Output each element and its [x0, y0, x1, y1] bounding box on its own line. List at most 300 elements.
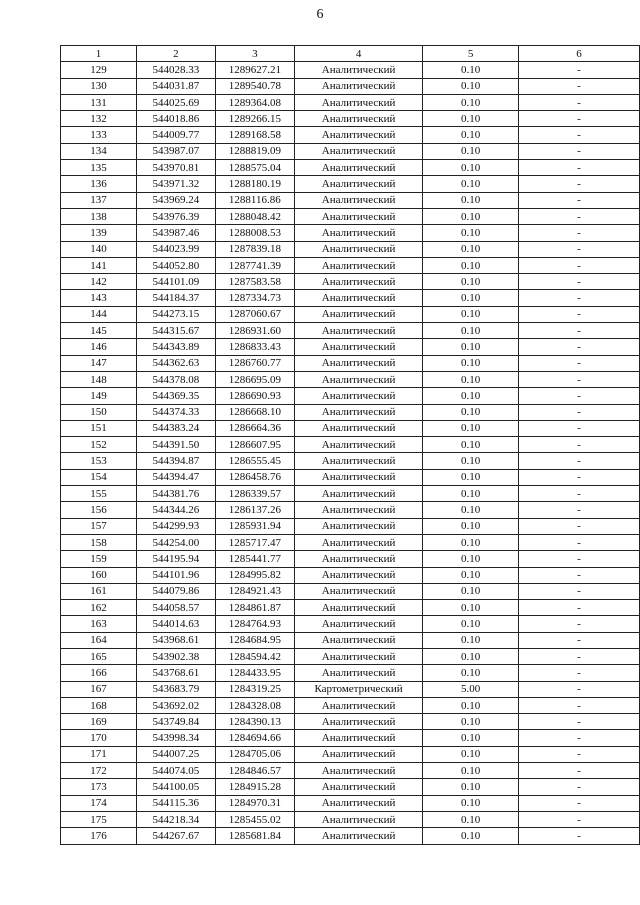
note-cell: -: [518, 225, 639, 241]
y-coordinate-cell: 1288048.42: [215, 208, 294, 224]
note-cell: -: [518, 143, 639, 159]
point-number-cell: 140: [61, 241, 137, 257]
y-coordinate-cell: 1289168.58: [215, 127, 294, 143]
method-cell: Аналитический: [294, 746, 422, 762]
point-number-cell: 135: [61, 160, 137, 176]
table-row: [61, 763, 640, 779]
point-number-cell: 130: [61, 78, 137, 94]
x-coordinate-cell: 544383.24: [136, 420, 215, 436]
x-coordinate-cell: 544014.63: [136, 616, 215, 632]
table-row: [61, 697, 640, 713]
x-coordinate-cell: 544273.15: [136, 306, 215, 322]
table-row: [61, 600, 640, 616]
note-cell: -: [518, 486, 639, 502]
note-cell: -: [518, 241, 639, 257]
x-coordinate-cell: 544394.47: [136, 469, 215, 485]
page-number: 6: [316, 7, 324, 22]
point-number-cell: 141: [61, 257, 137, 273]
y-coordinate-cell: 1288575.04: [215, 160, 294, 176]
y-coordinate-cell: 1289540.78: [215, 78, 294, 94]
y-coordinate-cell: 1284861.87: [215, 600, 294, 616]
y-coordinate-cell: 1287741.39: [215, 257, 294, 273]
y-coordinate-cell: 1288180.19: [215, 176, 294, 192]
accuracy-cell: 0.10: [423, 371, 519, 387]
table-row: [61, 486, 640, 502]
method-cell: Аналитический: [294, 632, 422, 648]
accuracy-cell: 0.10: [423, 62, 519, 78]
point-number-cell: 136: [61, 176, 137, 192]
x-coordinate-cell: 544374.33: [136, 404, 215, 420]
x-coordinate-cell: 543968.61: [136, 632, 215, 648]
coordinates-table: [60, 45, 640, 845]
note-cell: -: [518, 632, 639, 648]
point-number-cell: 144: [61, 306, 137, 322]
point-number-cell: 161: [61, 583, 137, 599]
point-number-cell: 173: [61, 779, 137, 795]
x-coordinate-cell: 543692.02: [136, 697, 215, 713]
accuracy-cell: 0.10: [423, 94, 519, 110]
table-row: [61, 453, 640, 469]
column-header-1: 1: [61, 46, 137, 62]
table-row: [61, 583, 640, 599]
x-coordinate-cell: 544052.80: [136, 257, 215, 273]
y-coordinate-cell: 1284915.28: [215, 779, 294, 795]
table-row: [61, 371, 640, 387]
x-coordinate-cell: 544100.05: [136, 779, 215, 795]
table-row: [61, 811, 640, 827]
table-row: [61, 502, 640, 518]
point-number-cell: 157: [61, 518, 137, 534]
accuracy-cell: 0.10: [423, 241, 519, 257]
x-coordinate-cell: 544218.34: [136, 811, 215, 827]
point-number-cell: 154: [61, 469, 137, 485]
point-number-cell: 150: [61, 404, 137, 420]
y-coordinate-cell: 1285717.47: [215, 534, 294, 550]
x-coordinate-cell: 544391.50: [136, 437, 215, 453]
x-coordinate-cell: 544344.26: [136, 502, 215, 518]
note-cell: -: [518, 616, 639, 632]
note-cell: -: [518, 257, 639, 273]
accuracy-cell: 0.10: [423, 828, 519, 844]
x-coordinate-cell: 543683.79: [136, 681, 215, 697]
accuracy-cell: 0.10: [423, 469, 519, 485]
point-number-cell: 146: [61, 339, 137, 355]
note-cell: -: [518, 176, 639, 192]
accuracy-cell: 0.10: [423, 502, 519, 518]
y-coordinate-cell: 1285441.77: [215, 551, 294, 567]
table-row: [61, 632, 640, 648]
method-cell: Аналитический: [294, 257, 422, 273]
table-row: [61, 730, 640, 746]
point-number-cell: 147: [61, 355, 137, 371]
y-coordinate-cell: 1287060.67: [215, 306, 294, 322]
table-row: [61, 176, 640, 192]
note-cell: -: [518, 648, 639, 664]
note-cell: -: [518, 567, 639, 583]
point-number-cell: 138: [61, 208, 137, 224]
x-coordinate-cell: 544267.67: [136, 828, 215, 844]
table-row: [61, 241, 640, 257]
note-cell: -: [518, 665, 639, 681]
x-coordinate-cell: 543970.81: [136, 160, 215, 176]
y-coordinate-cell: 1286339.57: [215, 486, 294, 502]
method-cell: Аналитический: [294, 795, 422, 811]
x-coordinate-cell: 543969.24: [136, 192, 215, 208]
point-number-cell: 160: [61, 567, 137, 583]
x-coordinate-cell: 544378.08: [136, 371, 215, 387]
x-coordinate-cell: 544058.57: [136, 600, 215, 616]
method-cell: Аналитический: [294, 534, 422, 550]
method-cell: Картометрический: [294, 681, 422, 697]
accuracy-cell: 0.10: [423, 290, 519, 306]
note-cell: -: [518, 763, 639, 779]
method-cell: Аналитический: [294, 779, 422, 795]
point-number-cell: 129: [61, 62, 137, 78]
note-cell: -: [518, 583, 639, 599]
method-cell: Аналитический: [294, 518, 422, 534]
table-row: [61, 78, 640, 94]
table-row: [61, 225, 640, 241]
accuracy-cell: 0.10: [423, 518, 519, 534]
point-number-cell: 172: [61, 763, 137, 779]
note-cell: -: [518, 437, 639, 453]
accuracy-cell: 0.10: [423, 143, 519, 159]
y-coordinate-cell: 1286555.45: [215, 453, 294, 469]
table-row: [61, 355, 640, 371]
y-coordinate-cell: 1286760.77: [215, 355, 294, 371]
table-row: [61, 616, 640, 632]
note-cell: -: [518, 160, 639, 176]
point-number-cell: 142: [61, 274, 137, 290]
note-cell: -: [518, 94, 639, 110]
method-cell: Аналитический: [294, 648, 422, 664]
method-cell: Аналитический: [294, 339, 422, 355]
method-cell: Аналитический: [294, 323, 422, 339]
note-cell: -: [518, 469, 639, 485]
method-cell: Аналитический: [294, 355, 422, 371]
table-row: [61, 339, 640, 355]
y-coordinate-cell: 1286664.36: [215, 420, 294, 436]
note-cell: -: [518, 192, 639, 208]
y-coordinate-cell: 1284390.13: [215, 714, 294, 730]
y-coordinate-cell: 1286695.09: [215, 371, 294, 387]
accuracy-cell: 0.10: [423, 567, 519, 583]
method-cell: Аналитический: [294, 502, 422, 518]
x-coordinate-cell: 544079.86: [136, 583, 215, 599]
note-cell: -: [518, 274, 639, 290]
x-coordinate-cell: 543976.39: [136, 208, 215, 224]
y-coordinate-cell: 1286668.10: [215, 404, 294, 420]
accuracy-cell: 0.10: [423, 600, 519, 616]
accuracy-cell: 0.10: [423, 616, 519, 632]
accuracy-cell: 0.10: [423, 795, 519, 811]
y-coordinate-cell: 1289266.15: [215, 111, 294, 127]
method-cell: Аналитический: [294, 160, 422, 176]
x-coordinate-cell: 544184.37: [136, 290, 215, 306]
accuracy-cell: 0.10: [423, 730, 519, 746]
accuracy-cell: 0.10: [423, 437, 519, 453]
method-cell: Аналитический: [294, 306, 422, 322]
table-row: [61, 648, 640, 664]
x-coordinate-cell: 544299.93: [136, 518, 215, 534]
point-number-cell: 133: [61, 127, 137, 143]
point-number-cell: 171: [61, 746, 137, 762]
method-cell: Аналитический: [294, 697, 422, 713]
method-cell: Аналитический: [294, 763, 422, 779]
method-cell: Аналитический: [294, 290, 422, 306]
method-cell: Аналитический: [294, 111, 422, 127]
method-cell: Аналитический: [294, 665, 422, 681]
point-number-cell: 159: [61, 551, 137, 567]
accuracy-cell: 0.10: [423, 551, 519, 567]
y-coordinate-cell: 1288819.09: [215, 143, 294, 159]
table-row: [61, 534, 640, 550]
method-cell: Аналитический: [294, 62, 422, 78]
y-coordinate-cell: 1284921.43: [215, 583, 294, 599]
y-coordinate-cell: 1285681.84: [215, 828, 294, 844]
method-cell: Аналитический: [294, 78, 422, 94]
point-number-cell: 169: [61, 714, 137, 730]
y-coordinate-cell: 1284970.31: [215, 795, 294, 811]
point-number-cell: 152: [61, 437, 137, 453]
x-coordinate-cell: 544369.35: [136, 388, 215, 404]
point-number-cell: 170: [61, 730, 137, 746]
note-cell: -: [518, 355, 639, 371]
x-coordinate-cell: 544362.63: [136, 355, 215, 371]
y-coordinate-cell: 1285931.94: [215, 518, 294, 534]
x-coordinate-cell: 544254.00: [136, 534, 215, 550]
table-row: [61, 208, 640, 224]
table-row: [61, 518, 640, 534]
y-coordinate-cell: 1284694.66: [215, 730, 294, 746]
note-cell: -: [518, 534, 639, 550]
method-cell: Аналитический: [294, 616, 422, 632]
column-header-5: 5: [423, 46, 519, 62]
accuracy-cell: 0.10: [423, 225, 519, 241]
accuracy-cell: 0.10: [423, 355, 519, 371]
column-header-3: 3: [215, 46, 294, 62]
point-number-cell: 134: [61, 143, 137, 159]
note-cell: -: [518, 339, 639, 355]
table-row: [61, 714, 640, 730]
x-coordinate-cell: 543998.34: [136, 730, 215, 746]
table-row: [61, 160, 640, 176]
accuracy-cell: 0.10: [423, 127, 519, 143]
method-cell: Аналитический: [294, 714, 422, 730]
note-cell: -: [518, 518, 639, 534]
note-cell: -: [518, 453, 639, 469]
note-cell: -: [518, 681, 639, 697]
method-cell: Аналитический: [294, 192, 422, 208]
table-row: [61, 274, 640, 290]
method-cell: Аналитический: [294, 404, 422, 420]
accuracy-cell: 0.10: [423, 486, 519, 502]
point-number-cell: 162: [61, 600, 137, 616]
note-cell: -: [518, 127, 639, 143]
note-cell: -: [518, 420, 639, 436]
point-number-cell: 131: [61, 94, 137, 110]
accuracy-cell: 0.10: [423, 746, 519, 762]
method-cell: Аналитический: [294, 241, 422, 257]
y-coordinate-cell: 1288116.86: [215, 192, 294, 208]
x-coordinate-cell: 543987.46: [136, 225, 215, 241]
y-coordinate-cell: 1284319.25: [215, 681, 294, 697]
point-number-cell: 164: [61, 632, 137, 648]
y-coordinate-cell: 1286607.95: [215, 437, 294, 453]
point-number-cell: 153: [61, 453, 137, 469]
table-body: [61, 62, 640, 844]
method-cell: Аналитический: [294, 469, 422, 485]
table-row: [61, 192, 640, 208]
table-row: [61, 746, 640, 762]
accuracy-cell: 0.10: [423, 763, 519, 779]
note-cell: -: [518, 714, 639, 730]
x-coordinate-cell: 544195.94: [136, 551, 215, 567]
x-coordinate-cell: 544023.99: [136, 241, 215, 257]
x-coordinate-cell: 544028.33: [136, 62, 215, 78]
table-row: [61, 665, 640, 681]
note-cell: -: [518, 551, 639, 567]
point-number-cell: 158: [61, 534, 137, 550]
note-cell: -: [518, 746, 639, 762]
accuracy-cell: 0.10: [423, 404, 519, 420]
note-cell: -: [518, 697, 639, 713]
table-row: [61, 681, 640, 697]
table-row: [61, 127, 640, 143]
x-coordinate-cell: 544025.69: [136, 94, 215, 110]
point-number-cell: 145: [61, 323, 137, 339]
point-number-cell: 165: [61, 648, 137, 664]
accuracy-cell: 0.10: [423, 111, 519, 127]
table-row: [61, 94, 640, 110]
accuracy-cell: 0.10: [423, 648, 519, 664]
accuracy-cell: 5.00: [423, 681, 519, 697]
point-number-cell: 168: [61, 697, 137, 713]
note-cell: -: [518, 730, 639, 746]
y-coordinate-cell: 1284995.82: [215, 567, 294, 583]
table-row: [61, 795, 640, 811]
table-row: [61, 567, 640, 583]
note-cell: -: [518, 78, 639, 94]
table-row: [61, 388, 640, 404]
table-row: [61, 469, 640, 485]
accuracy-cell: 0.10: [423, 697, 519, 713]
x-coordinate-cell: 544115.36: [136, 795, 215, 811]
method-cell: Аналитический: [294, 551, 422, 567]
note-cell: -: [518, 404, 639, 420]
method-cell: Аналитический: [294, 567, 422, 583]
table-row: [61, 828, 640, 844]
y-coordinate-cell: 1286458.76: [215, 469, 294, 485]
y-coordinate-cell: 1287334.73: [215, 290, 294, 306]
note-cell: -: [518, 290, 639, 306]
x-coordinate-cell: 544381.76: [136, 486, 215, 502]
accuracy-cell: 0.10: [423, 534, 519, 550]
accuracy-cell: 0.10: [423, 274, 519, 290]
x-coordinate-cell: 543749.84: [136, 714, 215, 730]
accuracy-cell: 0.10: [423, 323, 519, 339]
method-cell: Аналитический: [294, 453, 422, 469]
point-number-cell: 139: [61, 225, 137, 241]
y-coordinate-cell: 1287583.58: [215, 274, 294, 290]
x-coordinate-cell: 544009.77: [136, 127, 215, 143]
method-cell: Аналитический: [294, 828, 422, 844]
method-cell: Аналитический: [294, 583, 422, 599]
point-number-cell: 155: [61, 486, 137, 502]
y-coordinate-cell: 1286137.26: [215, 502, 294, 518]
y-coordinate-cell: 1284705.06: [215, 746, 294, 762]
note-cell: -: [518, 111, 639, 127]
column-header-6: 6: [518, 46, 639, 62]
note-cell: -: [518, 779, 639, 795]
table-row: [61, 306, 640, 322]
point-number-cell: 132: [61, 111, 137, 127]
accuracy-cell: 0.10: [423, 257, 519, 273]
note-cell: -: [518, 811, 639, 827]
method-cell: Аналитический: [294, 388, 422, 404]
table-row: [61, 437, 640, 453]
note-cell: -: [518, 795, 639, 811]
x-coordinate-cell: 544343.89: [136, 339, 215, 355]
y-coordinate-cell: 1287839.18: [215, 241, 294, 257]
accuracy-cell: 0.10: [423, 306, 519, 322]
accuracy-cell: 0.10: [423, 388, 519, 404]
y-coordinate-cell: 1286690.93: [215, 388, 294, 404]
note-cell: -: [518, 323, 639, 339]
y-coordinate-cell: 1286931.60: [215, 323, 294, 339]
y-coordinate-cell: 1286833.43: [215, 339, 294, 355]
method-cell: Аналитический: [294, 127, 422, 143]
x-coordinate-cell: 544101.09: [136, 274, 215, 290]
accuracy-cell: 0.10: [423, 78, 519, 94]
method-cell: Аналитический: [294, 730, 422, 746]
point-number-cell: 176: [61, 828, 137, 844]
accuracy-cell: 0.10: [423, 176, 519, 192]
accuracy-cell: 0.10: [423, 420, 519, 436]
x-coordinate-cell: 544074.05: [136, 763, 215, 779]
point-number-cell: 166: [61, 665, 137, 681]
table-row: [61, 62, 640, 78]
x-coordinate-cell: 544101.96: [136, 567, 215, 583]
x-coordinate-cell: 544007.25: [136, 746, 215, 762]
y-coordinate-cell: 1284328.08: [215, 697, 294, 713]
x-coordinate-cell: 543902.38: [136, 648, 215, 664]
accuracy-cell: 0.10: [423, 192, 519, 208]
accuracy-cell: 0.10: [423, 583, 519, 599]
point-number-cell: 143: [61, 290, 137, 306]
method-cell: Аналитический: [294, 600, 422, 616]
column-header-2: 2: [136, 46, 215, 62]
accuracy-cell: 0.10: [423, 665, 519, 681]
accuracy-cell: 0.10: [423, 160, 519, 176]
x-coordinate-cell: 543768.61: [136, 665, 215, 681]
note-cell: -: [518, 600, 639, 616]
accuracy-cell: 0.10: [423, 339, 519, 355]
accuracy-cell: 0.10: [423, 632, 519, 648]
column-header-4: 4: [294, 46, 422, 62]
point-number-cell: 174: [61, 795, 137, 811]
point-number-cell: 167: [61, 681, 137, 697]
x-coordinate-cell: 544031.87: [136, 78, 215, 94]
method-cell: Аналитический: [294, 420, 422, 436]
table-row: [61, 143, 640, 159]
table-row: [61, 257, 640, 273]
y-coordinate-cell: 1288008.53: [215, 225, 294, 241]
point-number-cell: 163: [61, 616, 137, 632]
table-row: [61, 551, 640, 567]
note-cell: -: [518, 306, 639, 322]
accuracy-cell: 0.10: [423, 208, 519, 224]
